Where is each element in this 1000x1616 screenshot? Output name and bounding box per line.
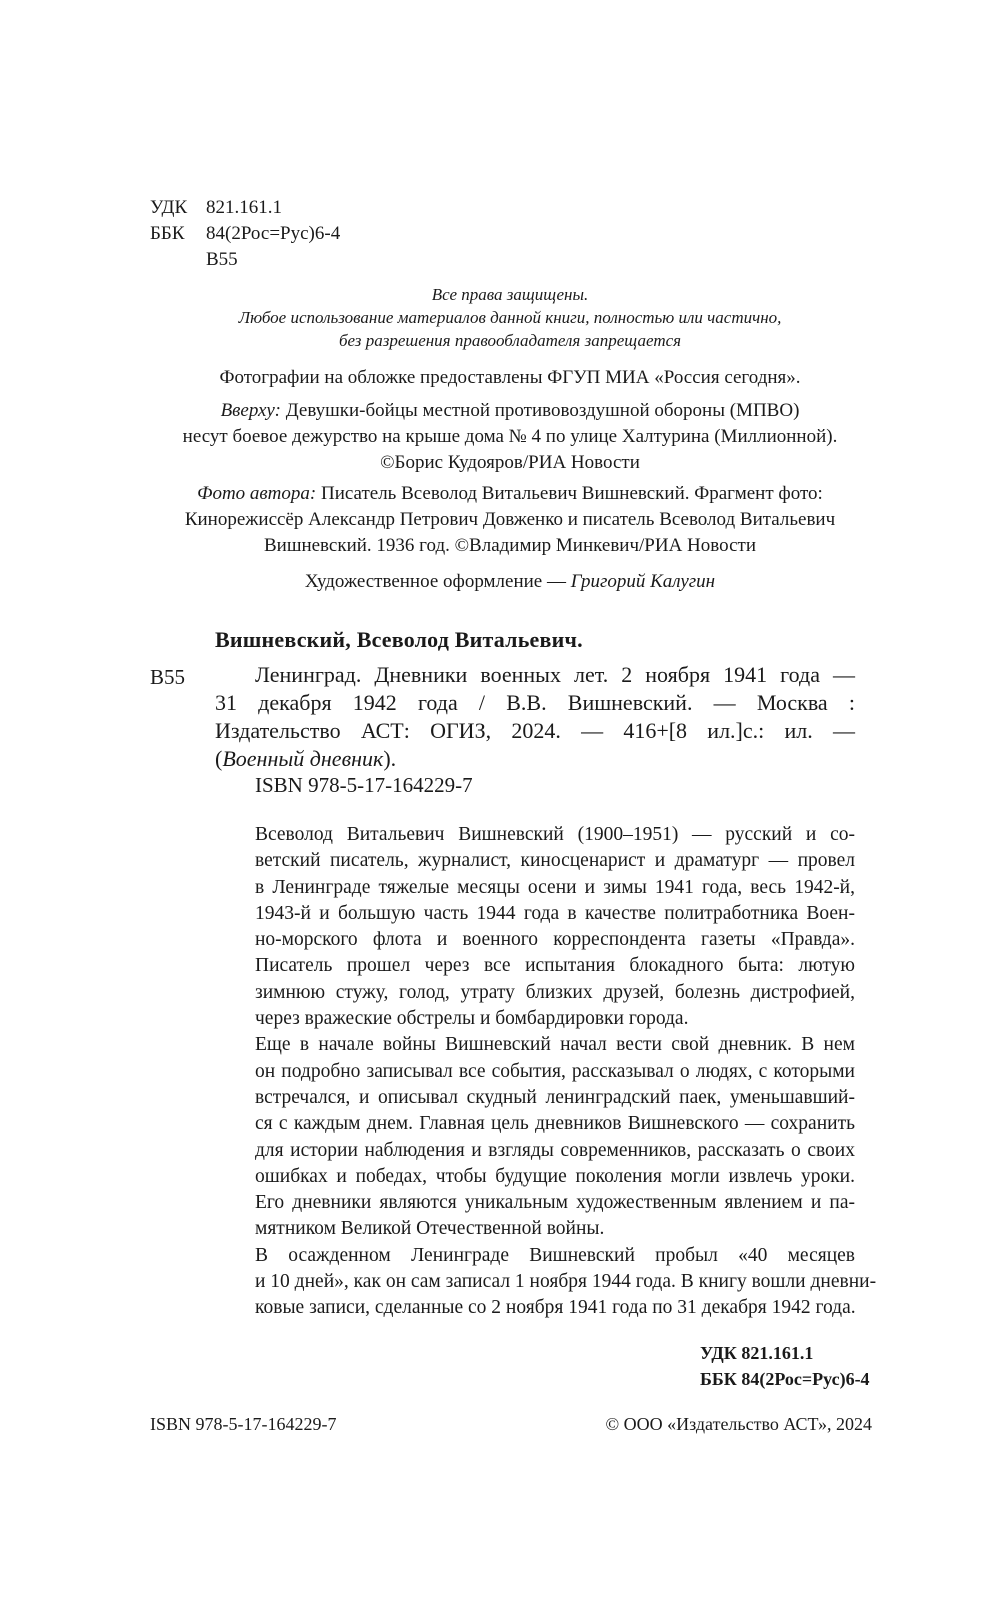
bibliographic-description: Ленинград. Дневники военных лет. 2 ноября 1941 года — 31 декабря 1942 года / В.В. Вишневский. — Москва : Издательство АСТ: ОГИЗ, 2024. — 416+[8 ил.]с.: ил. — (Военный дневник). xyxy=(215,662,855,771)
rights-line: Любое использование материалов данной книги, полностью или частично, xyxy=(238,308,782,327)
rights-line: Все права защищены. xyxy=(431,285,589,304)
bibliographic-mark: В55 xyxy=(150,665,186,689)
udk-label: УДК xyxy=(150,197,188,218)
rights-line: без разрешения правообладателя запрещается xyxy=(338,331,682,350)
annotation-paragraph: Всеволод Витальевич Вишневский (1900–1951) — русский и со- ветский писатель, журналист, киносценарист и драматург — провел в Ленинграде тяжелые месяцы осени и зимы 1941 года, весь 1942-й, 1943-й и большую часть 1944 года в качестве политработника Воен- но-морского флота и военного корреспондента газеты «Правда». Писатель прошел через все испытания блокадного быта: лютую зимнюю стужу, голод, утрату близких друзей, болезнь дистрофией, через вражеские обстрелы и бомбардировки города. xyxy=(255,824,855,1030)
footer-copyright: © ООО «Издательство АСТ», 2024 xyxy=(605,1414,872,1434)
classification-codes xyxy=(150,195,340,273)
bbk-label: ББК xyxy=(150,223,185,244)
artist-name: Григорий Калугин xyxy=(570,571,716,592)
footer-isbn: ISBN 978-5-17-164229-7 xyxy=(150,1414,337,1434)
bottom-bbk: ББК 84(2Рос=Рус)6-4 xyxy=(700,1369,870,1389)
annotation-paragraph: Еще в начале войны Вишневский начал вести свой дневник. В нем он подробно записывал все события, рассказывал о людях, с которыми встречался, и описывал скудный ленинградский паек, уменьшавший- ся с каждым днем. Главная цель дневников Вишневского — сохранить для истории наблюдения и взгляды современников, рассказать о своих ошибках и победах, чтобы будущие поколения могли извлечь уроки. Его дневники являются уникальным художественным явлением и па- мятником Великой Отечественной войны. xyxy=(255,1034,855,1240)
isbn-main: ISBN 978-5-17-164229-7 xyxy=(255,773,473,797)
bottom-classification xyxy=(700,1340,870,1392)
design-credit: Художественное оформление — Григорий Калугин xyxy=(304,571,716,592)
photos-credit: Фотографии на обложке предоставлены ФГУП МИА «Россия сегодня». xyxy=(219,367,801,388)
top-photo-label: Вверху: xyxy=(220,400,281,421)
udk-value: 821.161.1 xyxy=(206,197,282,218)
bibliographic-author: Вишневский, Всеволод Витальевич. xyxy=(215,627,583,652)
series-name: Военный дневник xyxy=(222,746,384,771)
author-photo-label: Фото автора: xyxy=(197,483,317,504)
top-photo-credit: Вверху: Девушки-бойцы местной противовоздушной обороны (МПВО) несут боевое дежурство на крыше дома № 4 по улице Халтурина (Миллионной). ©Борис Кудояров/РИА Новости xyxy=(182,400,838,473)
bbk-value: 84(2Рос=Рус)6-4 xyxy=(206,223,341,244)
author-mark: В55 xyxy=(206,249,238,270)
author-photo-credit: Фото автора: Писатель Всеволод Витальевич Вишневский. Фрагмент фото: Кинорежиссёр Александр Петрович Довженко и писатель Всеволод Витальевич Вишневский. 1936 год. ©Владимир Минкевич/РИА Новости xyxy=(184,483,836,556)
annotation xyxy=(215,822,877,1322)
annotation-paragraph: В осажденном Ленинграде Вишневский пробыл «40 месяцев и 10 дней», как он сам записал 1 ноября 1944 года. В книгу вошли дневни- ковые записи, сделанные со 2 ноября 1941 года по 31 декабря 1942 года. xyxy=(255,1244,877,1319)
bottom-udk: УДК 821.161.1 xyxy=(700,1343,814,1363)
rights-notice xyxy=(150,283,870,352)
